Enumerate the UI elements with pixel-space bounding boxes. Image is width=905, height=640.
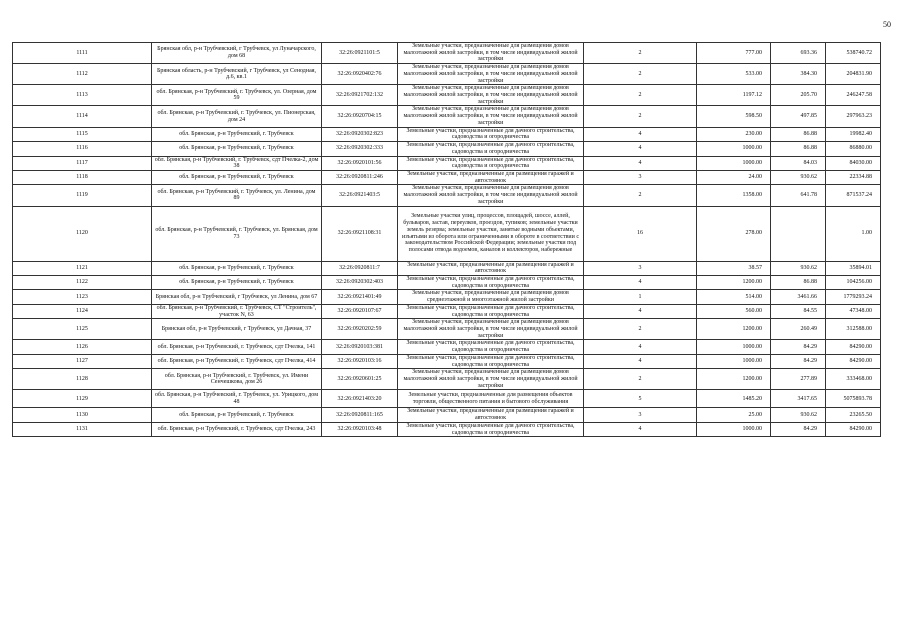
land-use-cell: Земельные участки, предназначенные для размещения домов малоэтажной жилой застройки, в том числе индивидуальной жилой застройки — [398, 185, 584, 206]
cadastral-number-cell: 32:26:0921108:31 — [322, 206, 398, 261]
address-cell: обл. Брянская, р-н Трубчевский, г. Трубчевск, ул. Имени Сенчешкова, дом 26 — [152, 369, 322, 390]
specific-value-cell: 693.36 — [771, 43, 826, 64]
area-cell: 38.57 — [697, 261, 771, 275]
group-cell: 4 — [584, 275, 697, 289]
address-cell: обл. Брянская, р-н Трубчевский, г. Трубчевск, сдт Пчелка, 141 — [152, 340, 322, 354]
area-cell: 1358.00 — [697, 185, 771, 206]
row-number: 1114 — [13, 106, 152, 127]
cadastral-number-cell: 32:26:0920302:823 — [322, 127, 398, 141]
row-number: 1122 — [13, 275, 152, 289]
cadastral-value-table — [12, 42, 881, 437]
area-cell: 1197.12 — [697, 85, 771, 106]
cadastral-number-cell: 32:26:0920811:246 — [322, 170, 398, 184]
table-row — [13, 43, 881, 64]
address-cell: обл. Брянская, р-н Трубчевский, г. Трубчевск — [152, 170, 322, 184]
row-number: 1118 — [13, 170, 152, 184]
address-cell: обл. Брянская, р-н Трубчевский, г. Трубчевск, ул. Озерная, дом 59 — [152, 85, 322, 106]
row-number: 1111 — [13, 43, 152, 64]
address-cell: обл. Брянская, р-н Трубчевский, г. Трубчевск, СТ "Строитель", участок N, 63 — [152, 304, 322, 318]
row-number: 1119 — [13, 185, 152, 206]
table-row — [13, 170, 881, 184]
land-use-cell: Земельные участки, предназначенные для дачного строительства, садоводства и огородничества — [398, 354, 584, 368]
specific-value-cell: 84.55 — [771, 304, 826, 318]
area-cell: 598.50 — [697, 106, 771, 127]
specific-value-cell — [771, 206, 826, 261]
group-cell: 4 — [584, 127, 697, 141]
row-number: 1129 — [13, 390, 152, 408]
cadastral-value-cell: 22334.88 — [826, 170, 881, 184]
group-cell: 2 — [584, 85, 697, 106]
cadastral-value-cell: 47348.00 — [826, 304, 881, 318]
table-row — [13, 304, 881, 318]
row-number: 1117 — [13, 156, 152, 170]
land-use-cell: Земельные участки, предназначенные для размещения домов малоэтажной жилой застройки, в том числе индивидуальной жилой застройки — [398, 64, 584, 85]
specific-value-cell: 641.78 — [771, 185, 826, 206]
group-cell: 4 — [584, 156, 697, 170]
table-row — [13, 85, 881, 106]
land-use-cell: Земельные участки, предназначенные для размещения гаражей и автостоянок — [398, 170, 584, 184]
table-row — [13, 390, 881, 408]
group-cell: 2 — [584, 43, 697, 64]
cadastral-value-cell: 19982.40 — [826, 127, 881, 141]
land-use-cell: Земельные участки, предназначенные для размещения гаражей и автостоянок — [398, 261, 584, 275]
specific-value-cell: 84.03 — [771, 156, 826, 170]
cadastral-value-cell: 84290.00 — [826, 340, 881, 354]
cadastral-number-cell: 32:26:0920302:403 — [322, 275, 398, 289]
cadastral-number-cell: 32:26:0921403:5 — [322, 185, 398, 206]
land-use-cell: Земельные участки, предназначенные для дачного строительства, садоводства и огородничества — [398, 127, 584, 141]
group-cell: 2 — [584, 319, 697, 340]
specific-value-cell: 3461.66 — [771, 290, 826, 304]
area-cell: 1485.20 — [697, 390, 771, 408]
cadastral-value-cell: 23265.50 — [826, 408, 881, 422]
row-number: 1124 — [13, 304, 152, 318]
area-cell: 1000.00 — [697, 422, 771, 436]
cadastral-value-cell: 84030.00 — [826, 156, 881, 170]
row-number: 1121 — [13, 261, 152, 275]
area-cell: 25.00 — [697, 408, 771, 422]
specific-value-cell: 86.88 — [771, 142, 826, 156]
cadastral-number-cell: 32:26:0920103:16 — [322, 354, 398, 368]
row-number: 1113 — [13, 85, 152, 106]
specific-value-cell: 86.88 — [771, 275, 826, 289]
table-row — [13, 142, 881, 156]
group-cell: 4 — [584, 354, 697, 368]
cadastral-value-cell: 871537.24 — [826, 185, 881, 206]
row-number: 1128 — [13, 369, 152, 390]
table-row — [13, 290, 881, 304]
row-number: 1115 — [13, 127, 152, 141]
row-number: 1123 — [13, 290, 152, 304]
table-row — [13, 64, 881, 85]
specific-value-cell: 3417.65 — [771, 390, 826, 408]
specific-value-cell: 930.62 — [771, 408, 826, 422]
table-row — [13, 369, 881, 390]
address-cell: обл. Брянская, р-н Трубчевский, г. Трубчевск, ул. Брянская, дом 73 — [152, 206, 322, 261]
group-cell: 2 — [584, 64, 697, 85]
area-cell: 1200.00 — [697, 369, 771, 390]
land-use-cell: Земельные участки, предназначенные для дачного строительства, садоводства и огородничества — [398, 422, 584, 436]
cadastral-number-cell: 32:26:0920107:67 — [322, 304, 398, 318]
group-cell: 3 — [584, 261, 697, 275]
table-body — [13, 43, 881, 437]
cadastral-value-cell: 104256.00 — [826, 275, 881, 289]
table-row — [13, 156, 881, 170]
address-cell: обл. Брянская, р-н Трубчевский, г. Трубчевск — [152, 275, 322, 289]
cadastral-number-cell: 32:26:0920302:333 — [322, 142, 398, 156]
land-use-cell: Земельные участки, предназначенные для дачного строительства, садоводства и огородничества — [398, 340, 584, 354]
address-cell: Брянская обл, р-н Трубчевский, г Трубчевск, ул Дачная, 37 — [152, 319, 322, 340]
area-cell: 514.00 — [697, 290, 771, 304]
cadastral-value-cell: 538740.72 — [826, 43, 881, 64]
specific-value-cell: 930.62 — [771, 170, 826, 184]
cadastral-number-cell: 32:26:0920101:56 — [322, 156, 398, 170]
address-cell: обл. Брянская, р-н Трубчевский, г. Трубчевск, ул. Пионерская, дом 24 — [152, 106, 322, 127]
row-number: 1131 — [13, 422, 152, 436]
address-cell: обл. Брянская, р-н Трубчевский, г. Трубчевск — [152, 408, 322, 422]
group-cell: 16 — [584, 206, 697, 261]
land-use-cell: Земельные участки, предназначенные для размещения домов малоэтажной жилой застройки, в том числе индивидуальной жилой застройки — [398, 85, 584, 106]
area-cell: 1000.00 — [697, 340, 771, 354]
row-number: 1120 — [13, 206, 152, 261]
row-number: 1116 — [13, 142, 152, 156]
land-use-cell: Земельные участки, предназначенные для размещения домов малоэтажной жилой застройки, в том числе индивидуальной жилой застройки — [398, 43, 584, 64]
table-row — [13, 106, 881, 127]
address-cell: Брянская область, р-н Трубчевский, г Трубчевск, ул Сенодная, д.6, кв.1 — [152, 64, 322, 85]
cadastral-value-cell: 246247.58 — [826, 85, 881, 106]
area-cell: 560.00 — [697, 304, 771, 318]
area-cell: 1000.00 — [697, 142, 771, 156]
cadastral-number-cell: 32:26:0920704:15 — [322, 106, 398, 127]
table-row — [13, 127, 881, 141]
row-number: 1130 — [13, 408, 152, 422]
table-row — [13, 340, 881, 354]
specific-value-cell: 497.85 — [771, 106, 826, 127]
area-cell: 1200.00 — [697, 275, 771, 289]
cadastral-number-cell: 32:26:0920103:48 — [322, 422, 398, 436]
row-number: 1126 — [13, 340, 152, 354]
cadastral-value-cell: 1779293.24 — [826, 290, 881, 304]
area-cell: 533.00 — [697, 64, 771, 85]
address-cell: обл. Брянская, р-н Трубчевский, г. Трубчевск, ул. Урицкого, дом 48 — [152, 390, 322, 408]
specific-value-cell: 84.29 — [771, 354, 826, 368]
specific-value-cell: 277.89 — [771, 369, 826, 390]
group-cell: 2 — [584, 369, 697, 390]
group-cell: 2 — [584, 185, 697, 206]
group-cell: 4 — [584, 142, 697, 156]
cadastral-number-cell: 32:26:0920402:76 — [322, 64, 398, 85]
group-cell: 1 — [584, 290, 697, 304]
cadastral-number-cell: 32:26:0921401:49 — [322, 290, 398, 304]
area-cell: 1000.00 — [697, 156, 771, 170]
area-cell: 1200.00 — [697, 319, 771, 340]
cadastral-value-cell: 333468.00 — [826, 369, 881, 390]
specific-value-cell: 86.88 — [771, 127, 826, 141]
address-cell: обл. Брянская, р-н Трубчевский, г. Трубчевск, сдт Пчелка, 243 — [152, 422, 322, 436]
cadastral-value-cell: 1.00 — [826, 206, 881, 261]
cadastral-value-cell: 84290.00 — [826, 354, 881, 368]
land-use-cell: Земельные участки, предназначенные для дачного строительства, садоводства и огородничества — [398, 275, 584, 289]
specific-value-cell: 260.49 — [771, 319, 826, 340]
cadastral-number-cell: 32:26:0921702:132 — [322, 85, 398, 106]
table-row — [13, 408, 881, 422]
address-cell: обл. Брянская, р-н Трубчевский, г. Трубчевск, ул. Ленина, дом 89 — [152, 185, 322, 206]
table-row — [13, 275, 881, 289]
cadastral-number-cell: 32:26:0920601:25 — [322, 369, 398, 390]
table-row — [13, 422, 881, 436]
group-cell: 2 — [584, 106, 697, 127]
cadastral-value-cell: 312588.00 — [826, 319, 881, 340]
cadastral-number-cell: 32:26:0921101:5 — [322, 43, 398, 64]
land-use-cell: Земельные участки, предназначенные для размещения домов среднеэтажной и многоэтажной жилой застройки — [398, 290, 584, 304]
table-row — [13, 354, 881, 368]
specific-value-cell: 84.29 — [771, 422, 826, 436]
page-number: 50 — [883, 20, 891, 29]
table-row — [13, 319, 881, 340]
area-cell: 278.00 — [697, 206, 771, 261]
land-use-cell: Земельные участки, предназначенные для размещения домов малоэтажной жилой застройки, в том числе индивидуальной жилой застройки — [398, 319, 584, 340]
table-row — [13, 261, 881, 275]
area-cell: 24.00 — [697, 170, 771, 184]
cadastral-value-cell: 297963.23 — [826, 106, 881, 127]
land-use-cell: Земельные участки улиц, процессов, площадей, шоссе, аллей, бульваров, застав, переулков, проездов, тупиков; земельные участки земель резерва; земельные участки, занятые водными объектами, изъятыми из оборота или ограниченными в обороте в соответствии с законодательством Российской Федерации; земельные участки под полосами отвода водоемов, каналов и коллекторов, набережные — [398, 206, 584, 261]
address-cell: обл. Брянская, р-н Трубчевский, г. Трубчевск — [152, 127, 322, 141]
address-cell: обл. Брянская, р-н Трубчевский, г. Трубчевск — [152, 261, 322, 275]
cadastral-number-cell: 32:26:0920811:165 — [322, 408, 398, 422]
group-cell: 4 — [584, 304, 697, 318]
land-use-cell: Земельные участки, предназначенные для размещения объектов торговли, общественного питания и бытового обслуживания — [398, 390, 584, 408]
land-use-cell: Земельные участки, предназначенные для размещения домов малоэтажной жилой застройки, в том числе индивидуальной жилой застройки — [398, 369, 584, 390]
specific-value-cell: 84.29 — [771, 340, 826, 354]
area-cell: 230.00 — [697, 127, 771, 141]
specific-value-cell: 930.62 — [771, 261, 826, 275]
address-cell: Брянская обл, р-н Трубчевский, г Трубчевск, ул Ленина, дом 67 — [152, 290, 322, 304]
specific-value-cell: 205.70 — [771, 85, 826, 106]
group-cell: 4 — [584, 340, 697, 354]
row-number: 1125 — [13, 319, 152, 340]
specific-value-cell: 384.30 — [771, 64, 826, 85]
group-cell: 4 — [584, 422, 697, 436]
land-use-cell: Земельные участки, предназначенные для размещения гаражей и автостоянок — [398, 408, 584, 422]
cadastral-value-cell: 204831.90 — [826, 64, 881, 85]
row-number: 1112 — [13, 64, 152, 85]
cadastral-number-cell: 32:26:0921403:20 — [322, 390, 398, 408]
table-row — [13, 206, 881, 261]
cadastral-value-cell: 35894.01 — [826, 261, 881, 275]
land-use-cell: Земельные участки, предназначенные для дачного строительства, садоводства и огородничества — [398, 304, 584, 318]
group-cell: 3 — [584, 170, 697, 184]
table-row — [13, 185, 881, 206]
address-cell: обл. Брянская, р-н Трубчевский, г. Трубчевск — [152, 142, 322, 156]
group-cell: 3 — [584, 408, 697, 422]
land-use-cell: Земельные участки, предназначенные для дачного строительства, садоводства и огородничества — [398, 156, 584, 170]
cadastral-value-cell: 5075893.78 — [826, 390, 881, 408]
address-cell: Брянская обл, р-н Трубчевский, г Трубчевск, ул Луначарского, дом 68 — [152, 43, 322, 64]
cadastral-number-cell: 32:26:0920811:7 — [322, 261, 398, 275]
group-cell: 5 — [584, 390, 697, 408]
cadastral-number-cell: 32:26:0920202:59 — [322, 319, 398, 340]
land-use-cell: Земельные участки, предназначенные для дачного строительства, садоводства и огородничества — [398, 142, 584, 156]
cadastral-value-cell: 86880.00 — [826, 142, 881, 156]
land-use-cell: Земельные участки, предназначенные для размещения домов малоэтажной жилой застройки, в том числе индивидуальной жилой застройки — [398, 106, 584, 127]
address-cell: обл. Брянская, р-н Трубчевский, г. Трубчевск, сдт Пчелка, 414 — [152, 354, 322, 368]
address-cell: обл. Брянская, р-н Трубчевский, г. Трубчевск, сдт Пчелка-2, дом 38 — [152, 156, 322, 170]
cadastral-value-cell: 84290.00 — [826, 422, 881, 436]
cadastral-number-cell: 32:26:0920103:381 — [322, 340, 398, 354]
area-cell: 1000.00 — [697, 354, 771, 368]
row-number: 1127 — [13, 354, 152, 368]
area-cell: 777.00 — [697, 43, 771, 64]
